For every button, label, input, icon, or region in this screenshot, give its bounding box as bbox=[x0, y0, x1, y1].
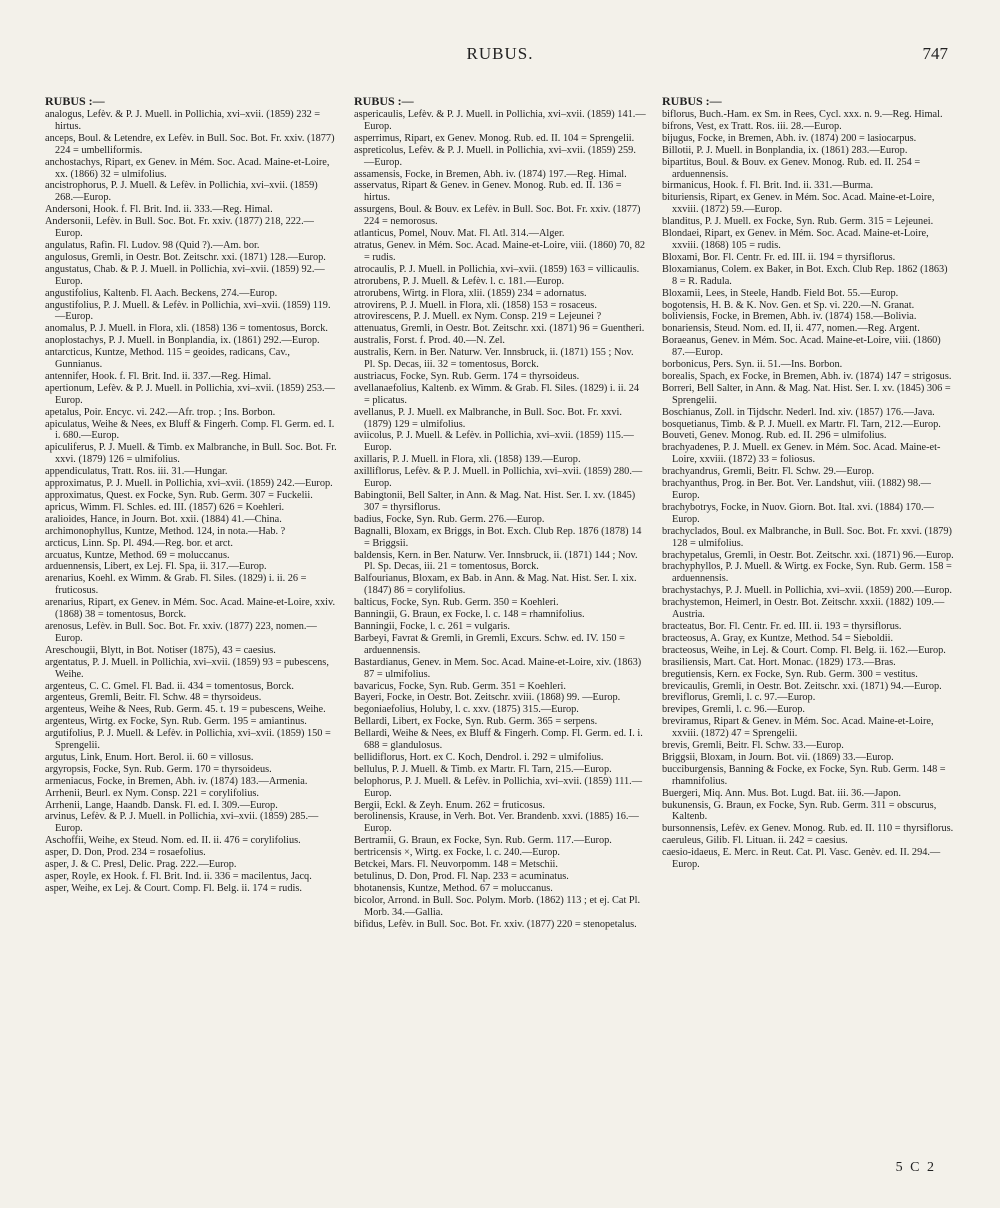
index-entry: asper, Royle, ex Hook. f. Fl. Brit. Ind. ii. 336 = macilentus, Jacq. bbox=[45, 871, 312, 882]
index-entry: approximatus, Quest. ex Focke, Syn. Rub. Germ. 307 = Fuckelii. bbox=[45, 490, 313, 501]
page-header bbox=[0, 44, 1000, 74]
index-entry: borbonicus, Pers. Syn. ii. 51.—Ins. Borbon. bbox=[662, 359, 843, 371]
index-entry: bituriensis, Ripart, ex Genev. in Mém. Soc. Acad. Maine-et-Loire, xxviii. (1872) 59.—Europ. bbox=[662, 192, 935, 216]
index-entry: Banningii, G. Braun, ex Focke, l. c. 148 = rhamnifolius. bbox=[354, 609, 585, 621]
index-entry: aviicolus, P. J. Muell. & Lefèv. in Pollichia, xvi–xvii. (1859) 115.—Europ. bbox=[354, 430, 634, 454]
index-entry: biflorus, Buch.-Ham. ex Sm. in Rees, Cycl. xxx. n. 9.—Reg. Himal. bbox=[662, 109, 943, 120]
index-entry: axilliflorus, Lefèv. & P. J. Muell. in Pollichia, xvi–xvii. (1859) 280.—Europ. bbox=[354, 466, 643, 490]
index-entry: brachypetalus, Gremli, in Oestr. Bot. Zeitschr. xxi. (1871) 96.—Europ. bbox=[662, 549, 954, 561]
index-entry: atrorubens, P. J. Muell. & Lefèv. l. c. 181.—Europ. bbox=[354, 275, 565, 287]
index-entry: apiculiferus, P. J. Muell. & Timb. ex Malbranche, in Bull. Soc. Bot. Fr. xxvi. (1879) 126 = ulmifolius. bbox=[45, 442, 337, 466]
index-entry: Bagnalli, Bloxam, ex Briggs, in Bot. Exch. Club Rep. 1876 (1878) 14 = Briggsii. bbox=[354, 525, 642, 549]
index-entry: australis, Forst. f. Prod. 40.—N. Zel. bbox=[354, 335, 506, 347]
index-entry: boliviensis, Focke, in Bremen, Abh. iv. (1874) 158.—Bolivia. bbox=[662, 311, 917, 323]
index-entry: anchostachys, Ripart, ex Genev. in Mém. Soc. Acad. Maine-et-Loire, xx. (1866) 32 = ulmifolius. bbox=[45, 156, 330, 180]
index-column-2 bbox=[354, 94, 646, 931]
index-entry: Aschoffii, Weihe, ex Steud. Nom. ed. II. ii. 476 = corylifolius. bbox=[45, 835, 301, 847]
index-entry: brevipes, Gremli, l. c. 96.—Europ. bbox=[662, 704, 805, 716]
index-entry: bonariensis, Steud. Nom. ed. II, ii. 477, nomen.—Reg. Argent. bbox=[662, 323, 920, 335]
index-entry: anceps, Boul. & Letendre, ex Lefèv. in Bull. Soc. Bot. Fr. xxiv. (1877) 224 = umbelliformis. bbox=[45, 132, 335, 156]
index-entry: asper, Weihe, ex Lej. & Court. Comp. Fl. Belg. ii. 174 = rudis. bbox=[45, 882, 302, 894]
index-entry: attenuatus, Gremli, in Oestr. Bot. Zeitschr. xxi. (1871) 96 = Guentheri. bbox=[354, 323, 645, 335]
index-entry: brachybotrys, Focke, in Nuov. Giorn. Bot. Ital. xvi. (1884) 170.—Europ. bbox=[662, 501, 934, 525]
index-entry: asservatus, Ripart & Genev. in Genev. Monog. Rub. ed. II. 136 = hirtus. bbox=[354, 180, 622, 204]
index-entry: arenarius, Ripart, ex Genev. in Mém. Soc. Acad. Maine-et-Loire, xxiv. (1868) 38 = tomentosus, Borck. bbox=[45, 597, 336, 621]
index-entry: angustifolius, P. J. Muell. & Lefèv. in Pollichia, xvi–xvii. (1859) 119.—Europ. bbox=[45, 299, 331, 323]
index-entry: argenteus, C. C. Gmel. Fl. Bad. ii. 434 = tomentosus, Borck. bbox=[45, 680, 295, 692]
index-entry: apiculatus, Weihe & Nees, ex Bluff & Fingerh. Comp. Fl. Germ. ed. I. i. 680.—Europ. bbox=[45, 418, 335, 442]
printer-signature: 5 C 2 bbox=[895, 1160, 936, 1175]
index-entry: angulatus, Rafin. Fl. Ludov. 98 (Quid ?).—Am. bor. bbox=[45, 239, 260, 251]
index-entry: caeruleus, Gilib. Fl. Lituan. ii. 242 = caesius. bbox=[662, 835, 848, 847]
index-entry: belophorus, P. J. Muell. & Lefèv. in Pollichia, xvi–xvii. (1859) 111.—Europ. bbox=[354, 775, 643, 799]
index-entry: angulosus, Gremli, in Oestr. Bot. Zeitschr. xxi. (1871) 128.—Europ. bbox=[45, 251, 326, 263]
index-entry: Andersoni, Hook. f. Fl. Brit. Ind. ii. 333.—Reg. Himal. bbox=[45, 204, 273, 216]
index-entry: arduennensis, Libert, ex Lej. Fl. Spa, ii. 317.—Europ. bbox=[45, 561, 267, 573]
index-entry: atrocaulis, P. J. Muell. in Pollichia, xvi–xvii. (1859) 163 = villicaulis. bbox=[354, 263, 640, 275]
index-entry: baldensis, Kern. in Ber. Naturw. Ver. Innsbruck, ii. (1871) 144 ; Nov. Pl. Sp. Decas, iii. 21 = tomentosus, Borck. bbox=[354, 549, 638, 573]
index-entry: bucciburgensis, Banning & Focke, ex Focke, Syn. Rub. Germ. 148 = rhamnifolius. bbox=[662, 763, 946, 787]
index-entry: apricus, Wimm. Fl. Schles. ed. III. (1857) 626 = Koehleri. bbox=[45, 501, 285, 513]
index-entry: begoniaefolius, Holuby, l. c. xxv. (1875) 315.—Europ. bbox=[354, 704, 579, 716]
index-entry: birmanicus, Hook. f. Fl. Brit. Ind. ii. 331.—Burma. bbox=[662, 180, 874, 192]
index-entry: argentatus, P. J. Muell. in Pollichia, xvi–xvii. (1859) 93 = pubescens, Weihe. bbox=[45, 656, 329, 680]
index-entry: analogus, Lefèv. & P. J. Muell. in Pollichia, xvi–xvii. (1859) 232 = hirtus. bbox=[45, 109, 321, 132]
column-heading: RUBUS :— bbox=[45, 94, 105, 108]
index-entry: berolinensis, Krause, in Verh. Bot. Ver. Brandenb. xxvi. (1885) 16.—Europ. bbox=[354, 811, 639, 835]
index-entry: Bertramii, G. Braun, ex Focke, Syn. Rub. Germ. 117.—Europ. bbox=[354, 835, 612, 847]
index-entry: brachyphyllos, P. J. Muell. & Wirtg. ex Focke, Syn. Rub. Germ. 158 = arduennensis. bbox=[662, 561, 952, 585]
index-entry: Billotii, P. J. Muell. in Bonplandia, ix. (1861) 283.—Europ. bbox=[662, 144, 908, 156]
index-entry: bursonnensis, Lefèv. ex Genev. Monog. Rub. ed. II. 110 = thyrsiflorus. bbox=[662, 823, 954, 835]
index-entry: Bellardi, Libert, ex Focke, Syn. Rub. Germ. 365 = serpens. bbox=[354, 716, 598, 728]
index-entry: argutus, Link, Enum. Hort. Berol. ii. 60 = villosus. bbox=[45, 751, 254, 763]
index-entry: anoplostachys, P. J. Muell. in Bonplandia, ix. (1861) 292.—Europ. bbox=[45, 335, 320, 347]
index-entry: arenarius, Koehl. ex Wimm. & Grab. Fl. Siles. (1829) i. ii. 26 = fruticosus. bbox=[45, 573, 307, 597]
index-entry: apertionum, Lefèv. & P. J. Muell. in Pollichia, xvi–xvii. (1859) 253.—Europ. bbox=[45, 382, 335, 406]
index-entry: bogotensis, H. B. & K. Nov. Gen. et Sp. vi. 220.—N. Granat. bbox=[662, 299, 915, 311]
index-entry: Bloxami, Bor. Fl. Centr. Fr. ed. III. ii. 194 = thyrsiflorus. bbox=[662, 251, 896, 263]
index-entry: brachyanthus, Prog. in Ber. Bot. Ver. Landshut, viii. (1882) 98.—Europ. bbox=[662, 478, 931, 501]
index-entry: aspreticolus, Lefèv. & P. J. Muell. in Pollichia, xvi–xvii. (1859) 259.—Europ. bbox=[354, 144, 636, 168]
index-entry: Barbeyi, Favrat & Gremli, in Gremli, Excurs. Schw. ed. IV. 150 = arduennensis. bbox=[354, 632, 625, 656]
column-heading: RUBUS :— bbox=[354, 94, 414, 108]
index-entry: Andersonii, Lefèv. in Bull. Soc. Bot. Fr. xxiv. (1877) 218, 222.—Europ. bbox=[45, 216, 314, 240]
index-entry: armeniacus, Focke, in Bremen, Abh. iv. (1874) 183.—Armenia. bbox=[45, 775, 308, 787]
index-entry: bracteosus, Weihe, in Lej. & Court. Comp. Fl. Belg. ii. 162.—Europ. bbox=[662, 644, 946, 656]
index-entry: atrorubens, Wirtg. in Flora, xlii. (1859) 234 = adornatus. bbox=[354, 287, 587, 299]
index-entry: brachyclados, Boul. ex Malbranche, in Bull. Soc. Bot. Fr. xxvi. (1879) 128 = ulmifolius. bbox=[662, 525, 952, 549]
index-entry: bavaricus, Focke, Syn. Rub. Germ. 351 = Koehleri. bbox=[354, 680, 566, 692]
index-entry: approximatus, P. J. Muell. in Pollichia, xvi–xvii. (1859) 242.—Europ. bbox=[45, 478, 333, 490]
index-entry: Bloxamianus, Colem. ex Baker, in Bot. Exch. Club Rep. 1862 (1863) 8 = R. Radula. bbox=[662, 263, 948, 287]
index-entry: antennifer, Hook. f. Fl. Brit. Ind. ii. 337.—Reg. Himal. bbox=[45, 370, 272, 382]
index-entry: archimonophyllus, Kuntze, Method. 124, in nota.—Hab. ? bbox=[45, 525, 286, 537]
index-entry: Bastardianus, Genev. in Mem. Soc. Acad. Maine-et-Loire, xiv. (1863) 87 = ulmifolius. bbox=[354, 656, 642, 680]
index-entry: asper, J. & C. Presl, Delic. Prag. 222.—Europ. bbox=[45, 859, 237, 871]
index-entry: appendiculatus, Tratt. Ros. iii. 31.—Hungar. bbox=[45, 466, 228, 478]
column-heading: RUBUS :— bbox=[662, 94, 722, 108]
index-entry: brevicaulis, Gremli, in Oestr. Bot. Zeitschr. xxi. (1871) 94.—Europ. bbox=[662, 680, 942, 692]
index-entry: bijugus, Focke, in Bremen, Abh. iv. (1874) 200 = lasiocarpus. bbox=[662, 132, 917, 144]
index-entry: Arrhenii, Lange, Haandb. Dansk. Fl. ed. I. 309.—Europ. bbox=[45, 799, 278, 811]
index-entry: atlanticus, Pomel, Nouv. Mat. Fl. Atl. 314.—Alger. bbox=[354, 228, 565, 240]
index-entry: Balfourianus, Bloxam, ex Bab. in Ann. & Mag. Nat. Hist. Ser. I. xix. (1847) 86 = corylifolius. bbox=[354, 573, 637, 597]
page-number: 747 bbox=[922, 44, 948, 63]
index-entry: asper, D. Don, Prod. 234 = rosaefolius. bbox=[45, 847, 206, 859]
index-entry: brachystachys, P. J. Muell. in Pollichia, xvi–xvii. (1859) 200.—Europ. bbox=[662, 585, 953, 597]
index-entry: Bouveti, Genev. Monog. Rub. ed. II. 296 = ulmifolius. bbox=[662, 430, 887, 442]
index-entry: ancistrophorus, P. J. Muell. & Lefèv. in Pollichia, xvi–xvii. (1859) 268.—Europ. bbox=[45, 180, 318, 204]
index-entry: asperrimus, Ripart, ex Genev. Monog. Rub. ed. II. 104 = Sprengelii. bbox=[354, 132, 635, 144]
index-entry: argutifolius, P. J. Muell. & Lefèv. in Pollichia, xvi–xvii. (1859) 150 = Sprengelii. bbox=[45, 728, 331, 752]
index-column-1 bbox=[45, 94, 337, 895]
index-entry: Arrhenii, Beurl. ex Nym. Consp. 221 = corylifolius. bbox=[45, 787, 260, 799]
index-entry: argenteus, Wirtg. ex Focke, Syn. Rub. Germ. 195 = amiantinus. bbox=[45, 716, 307, 728]
index-entry: argenteus, Gremli, Beitr. Fl. Schw. 48 = thyrsoideus. bbox=[45, 692, 262, 704]
index-entry: assamensis, Focke, in Bremen, Abh. iv. (1874) 197.—Reg. Himal. bbox=[354, 168, 627, 180]
index-entry: avellanaefolius, Kaltenb. ex Wimm. & Grab. Fl. Siles. (1829) i. ii. 24 = plicatus. bbox=[354, 382, 640, 406]
index-entry: Bellardi, Weihe & Nees, ex Bluff & Fingerh. Comp. Fl. Germ. ed. I. i. 688 = glandulosus. bbox=[354, 728, 643, 752]
index-entry: Betckei, Mars. Fl. Neuvorpomm. 148 = Metschii. bbox=[354, 859, 558, 871]
index-entry: aspericaulis, Lefèv. & P. J. Muell. in Pollichia, xvi–xvii. (1859) 141.—Europ. bbox=[354, 109, 646, 132]
index-entry: betulinus, D. Don, Prod. Fl. Nap. 233 = acuminatus. bbox=[354, 871, 569, 882]
index-entry: Blondaei, Ripart, ex Genev. in Mém. Soc. Acad. Maine-et-Loire, xxviii. (1868) 105 = rudis. bbox=[662, 228, 929, 251]
index-entry: anomalus, P. J. Muell. in Flora, xli. (1858) 136 = tomentosus, Borck. bbox=[45, 323, 328, 335]
index-entry: Babingtonii, Bell Salter, in Ann. & Mag. Nat. Hist. Ser. I. xv. (1845) 307 = thyrsiflorus. bbox=[354, 490, 636, 513]
index-entry: brachyadenes, P. J. Muell. ex Genev. in Mém. Soc. Acad. Maine-et-Loire, xxviii. (1872) 33 = foliosus. bbox=[662, 442, 941, 466]
index-entry: bellulus, P. J. Muell. & Timb. ex Martr. Fl. Tarn, 215.—Europ. bbox=[354, 763, 612, 775]
index-entry: austriacus, Focke, Syn. Rub. Germ. 174 = thyrsoideus. bbox=[354, 370, 580, 382]
index-entry: bhotanensis, Kuntze, Method. 67 = moluccanus. bbox=[354, 882, 553, 894]
index-entry: bipartitus, Boul. & Bouv. ex Genev. Monog. Rub. ed. II. 254 = arduennensis. bbox=[662, 156, 921, 180]
index-entry: antarcticus, Kuntze, Method. 115 = geoides, radicans, Cav., Gunnianus. bbox=[45, 347, 290, 371]
index-entry: bracteatus, Bor. Fl. Centr. Fr. ed. III. ii. 193 = thyrsiflorus. bbox=[662, 620, 902, 632]
index-entry: brachyandrus, Gremli, Beitr. Fl. Schw. 29.—Europ. bbox=[662, 466, 875, 478]
index-entry: avellanus, P. J. Muell. ex Malbranche, in Bull. Soc. Bot. Fr. xxvi. (1879) 129 = ulmifolius. bbox=[354, 406, 622, 430]
index-entry: argenteus, Weihe & Nees, Rub. Germ. 45. t. 19 = pubescens, Weihe. bbox=[45, 704, 326, 716]
index-entry: argyropsis, Focke, Syn. Rub. Germ. 170 = thyrsoideus. bbox=[45, 763, 272, 775]
index-entry: arenosus, Lefèv. in Bull. Soc. Bot. Fr. xxiv. (1877) 223, nomen.—Europ. bbox=[45, 620, 317, 644]
index-entry: aralioides, Hance, in Journ. Bot. xxii. (1884) 41.—China. bbox=[45, 513, 282, 525]
index-entry: axillaris, P. J. Muell. in Flora, xli. (1858) 139.—Europ. bbox=[354, 454, 581, 466]
index-entry: brevis, Gremli, Beitr. Fl. Schw. 33.—Europ. bbox=[662, 740, 844, 752]
index-entry: bifrons, Vest, ex Tratt. Ros. iii. 28.—Europ. bbox=[662, 120, 842, 132]
index-entry: arcuatus, Kuntze, Method. 69 = moluccanus. bbox=[45, 549, 230, 561]
index-entry: Buergeri, Miq. Ann. Mus. Bot. Lugd. Bat. iii. 36.—Japon. bbox=[662, 787, 901, 799]
index-entry: Boraeanus, Genev. in Mém. Soc. Acad. Maine-et-Loire, viii. (1860) 87.—Europ. bbox=[662, 335, 941, 359]
index-entry: bregutiensis, Kern. ex Focke, Syn. Rub. Germ. 300 = vestitus. bbox=[662, 668, 918, 680]
index-entry: blanditus, P. J. Muell. ex Focke, Syn. Rub. Germ. 315 = Lejeunei. bbox=[662, 216, 934, 228]
index-entry: brachystemon, Heimerl, in Oestr. Bot. Zeitschr. xxxii. (1882) 109.—Austria. bbox=[662, 597, 945, 621]
index-entry: atrovirescens, P. J. Muell. ex Nym. Consp. 219 = Lejeunei ? bbox=[354, 311, 602, 323]
index-entry: Bergii, Eckl. & Zeyh. Enum. 262 = fruticosus. bbox=[354, 799, 545, 811]
index-entry: bracteosus, A. Gray, ex Kuntze, Method. 54 = Sieboldii. bbox=[662, 632, 894, 644]
index-entry: breviramus, Ripart & Genev. in Mém. Soc. Acad. Maine-et-Loire, xxviii. (1872) 47 = Sprengelii. bbox=[662, 716, 934, 740]
index-entry: angustatus, Chab. & P. J. Muell. in Pollichia, xvi–xvii. (1859) 92.—Europ. bbox=[45, 263, 325, 287]
index-entry: breviflorus, Gremli, l. c. 97.—Europ. bbox=[662, 692, 816, 704]
index-entry: bukunensis, G. Braun, ex Focke, Syn. Rub. Germ. 311 = obscurus, Kaltenb. bbox=[662, 799, 937, 823]
index-entry: badius, Focke, Syn. Rub. Germ. 276.—Europ. bbox=[354, 513, 545, 525]
index-entry: borealis, Spach, ex Focke, in Bremen, Abh. iv. (1874) 147 = strigosus. bbox=[662, 370, 952, 382]
index-entry: bertricensis ×, Wirtg. ex Focke, l. c. 240.—Europ. bbox=[354, 847, 560, 859]
index-entry: brasiliensis, Mart. Cat. Hort. Monac. (1829) 173.—Bras. bbox=[662, 656, 896, 668]
index-entry: Boschianus, Zoll. in Tijdschr. Nederl. Ind. xiv. (1857) 176.—Java. bbox=[662, 406, 935, 418]
index-entry: bifidus, Lefèv. in Bull. Soc. Bot. Fr. xxiv. (1877) 220 = stenopetalus. bbox=[354, 918, 637, 930]
index-entry: apetalus, Poir. Encyc. vi. 242.—Afr. trop. ; Ins. Borbon. bbox=[45, 406, 276, 418]
index-entry: arcticus, Linn. Sp. Pl. 494.—Reg. bor. et arct. bbox=[45, 537, 233, 549]
index-entry: Bloxamii, Lees, in Steele, Handb. Field Bot. 55.—Europ. bbox=[662, 287, 899, 299]
index-entry: bicolor, Arrond. in Bull. Soc. Polym. Morb. (1862) 113 ; et ej. Cat Pl. Morb. 34.—Gallia. bbox=[354, 894, 641, 918]
index-entry: atrovirens, P. J. Muell. in Flora, xli. (1858) 153 = rosaceus. bbox=[354, 299, 597, 311]
running-title: RUBUS. bbox=[466, 44, 534, 63]
index-entry: bellidiflorus, Hort. ex C. Koch, Dendrol. i. 292 = ulmifolius. bbox=[354, 751, 604, 763]
index-entry: Banningii, Focke, l. c. 261 = vulgaris. bbox=[354, 620, 510, 632]
index-entry: Borreri, Bell Salter, in Ann. & Mag. Nat. Hist. Ser. I. xv. (1845) 306 = Sprengelii. bbox=[662, 382, 951, 406]
index-entry: balticus, Focke, Syn. Rub. Germ. 350 = Koehleri. bbox=[354, 597, 559, 609]
index-entry: bosquetianus, Timb. & P. J. Muell. ex Martr. Fl. Tarn, 212.—Europ. bbox=[662, 418, 941, 430]
index-entry: caesio-idaeus, E. Merc. in Reut. Cat. Pl. Vasc. Genèv. ed. II. 294.—Europ. bbox=[662, 847, 941, 871]
index-entry: Briggsii, Bloxam, in Journ. Bot. vii. (1869) 33.—Europ. bbox=[662, 751, 894, 763]
index-entry: Areschougii, Blytt, in Bot. Notiser (1875), 43 = caesius. bbox=[45, 644, 276, 656]
index-column-3 bbox=[662, 94, 954, 871]
index-entry: angustifolius, Kaltenb. Fl. Aach. Beckens, 274.—Europ. bbox=[45, 287, 278, 299]
index-entry: Bayeri, Focke, in Oestr. Bot. Zeitschr. xviii. (1868) 99. —Europ. bbox=[354, 692, 621, 704]
index-entry: arvinus, Lefèv. & P. J. Muell. in Pollichia, xvi–xvii. (1859) 285.—Europ. bbox=[45, 811, 319, 835]
index-entry: australis, Kern. in Ber. Naturw. Ver. Innsbruck, ii. (1871) 155 ; Nov. Pl. Sp. Decas, iii. 32 = tomentosus, Borck. bbox=[354, 347, 634, 371]
index-entry: atratus, Genev. in Mém. Soc. Acad. Maine-et-Loire, viii. (1860) 70, 82 = rudis. bbox=[354, 239, 646, 263]
index-entry: assurgens, Boul. & Bouv. ex Lefèv. in Bull. Soc. Bot. Fr. xxiv. (1877) 224 = nemorosus. bbox=[354, 204, 641, 228]
